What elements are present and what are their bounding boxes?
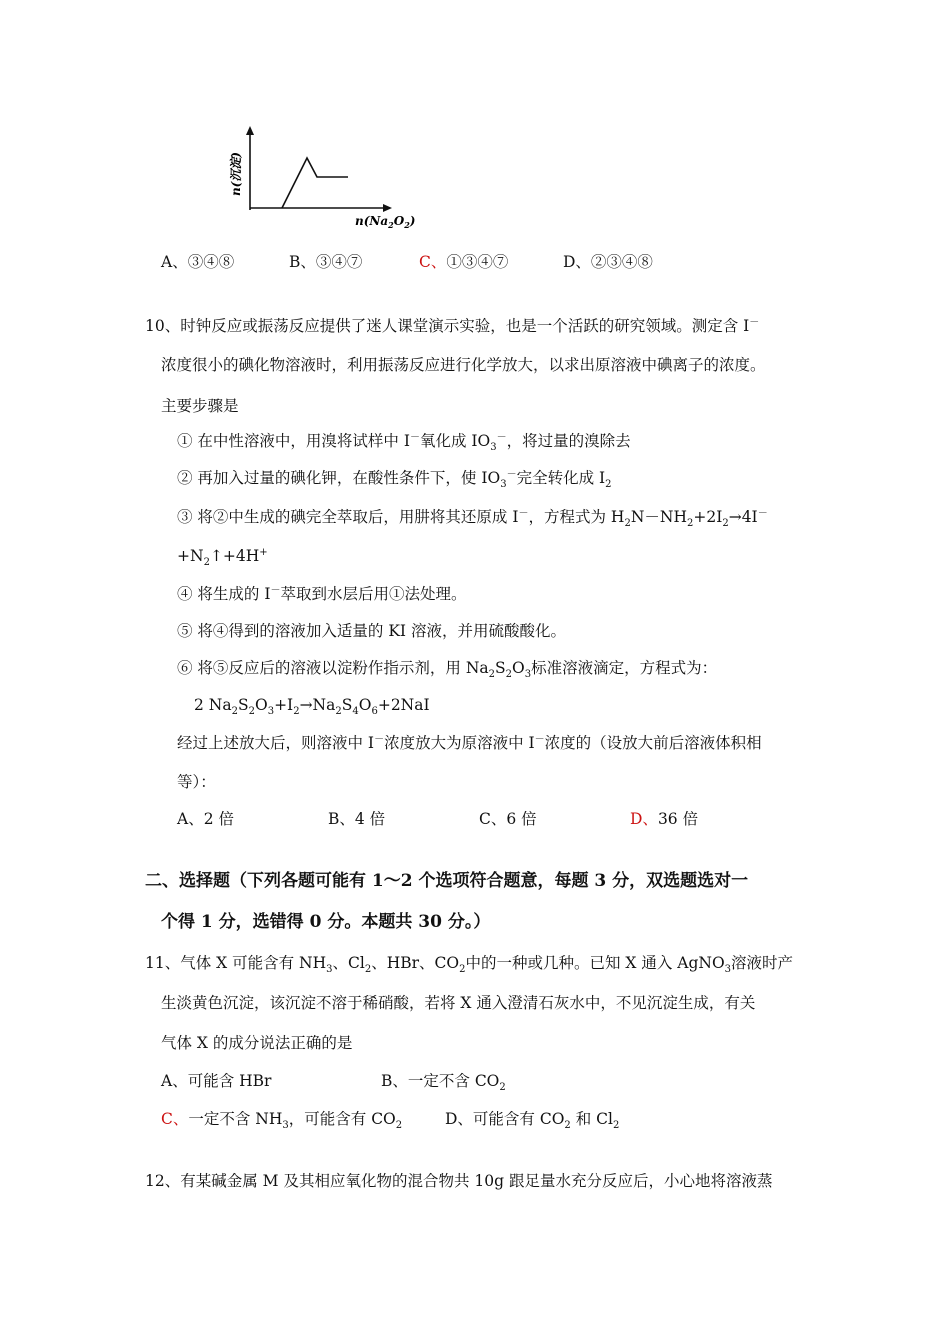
q11-option-d: D、可能含有 $CO_2$ 和 $Cl_2$ <box>445 1110 620 1132</box>
y-axis-label: n(沉淀) <box>229 151 243 197</box>
x-axis-arrow <box>383 204 392 212</box>
q10-option-d-text: 36 倍 <box>657 810 699 828</box>
section2-heading-line1: 二、选择题（下列各题可能有 1～2 个选项符合题意，每题 3 分，双选题选对一 <box>145 871 749 891</box>
q12-stem-line1: 12、有某碱金属 M 及其相应氧化物的混合物共 10g 跟足量水充分反应后，小心地将溶液蒸 <box>145 1172 773 1190</box>
q10-step3-cont: $+N_2↑+4H^+$ <box>177 546 268 569</box>
q10-step5: ⑤ 将④得到的溶液加入适量的 KI 溶液，并用硫酸酸化。 <box>177 622 566 640</box>
q9-option-a: A、③④⑧ <box>161 253 235 271</box>
q9-option-c-text: ①③④⑦ <box>446 253 509 271</box>
q9-option-d: D、②③④⑧ <box>563 253 653 271</box>
q10-option-c: C、6 倍 <box>479 810 537 828</box>
precipitate-curve <box>282 158 348 208</box>
q10-stem-line1: 10、时钟反应或振荡反应提供了迷人课堂演示实验，也是一个活跃的研究领域。测定含 I－ <box>145 316 760 335</box>
q9-answer-marker: C、 <box>419 253 447 271</box>
q10-conclusion-line2: 等）： <box>177 773 216 791</box>
section2-heading-line2: 个得 1 分，选错得 0 分。本题共 30 分。） <box>161 912 491 932</box>
precipitate-graph <box>225 122 430 234</box>
q10-step2: ② 再加入过量的碘化钾，在酸性条件下，使 $IO_3^-$完全转化成 $I_2$ <box>177 468 612 491</box>
q11-option-b: B、一定不含 $CO_2$ <box>381 1072 506 1094</box>
q10-stem-line2: 浓度很小的碘化物溶液时，利用振荡反应进行化学放大，以求出原溶液中碘离子的浓度。 <box>161 356 766 374</box>
y-axis-arrow <box>246 126 254 135</box>
q10-step3: ③ 将②中生成的碘完全萃取后，用肼将其还原成 I－，方程式为 $H_2N-NH_2+2I_2\to 4I^-$ <box>177 507 768 530</box>
q11-option-c: C、一定不含 $NH_3$，可能含有 $CO_2$ <box>161 1110 403 1132</box>
q10-stem-line3: 主要步骤是 <box>161 397 239 415</box>
q10-option-d <box>630 808 698 830</box>
q10-equation: 2 $Na_2S_2O_3+I_2\to Na_2S_4O_6+2NaI$ <box>194 696 430 718</box>
q11-stem-line1: 11、气体 X 可能含有 $NH_3$、$Cl_2$、HBr、$CO_2$中的一种或几种。已知 X 通入 AgNO$_3$溶液时产 <box>145 954 794 976</box>
q9-option-b: B、③④⑦ <box>289 253 363 271</box>
q11-stem-line3: 气体 X 的成分说法正确的是 <box>161 1034 353 1052</box>
q10-option-a: A、2 倍 <box>177 810 234 828</box>
q10-answer-marker: D、 <box>630 810 658 828</box>
q11-answer-marker: C、 <box>161 1110 189 1128</box>
q9-option-c <box>419 251 508 273</box>
q11-option-a: A、可能含 HBr <box>161 1072 272 1090</box>
x-axis-label: $n(Na_2O_2)$ <box>355 214 416 230</box>
q10-step4: ④ 将生成的 I－萃取到水层后用①法处理。 <box>177 584 467 603</box>
q10-option-b: B、4 倍 <box>328 810 386 828</box>
q11-stem-line2: 生淡黄色沉淀，该沉淀不溶于稀硝酸，若将 X 通入澄清石灰水中，不见沉淀生成，有关 <box>161 994 756 1012</box>
q10-step6: ⑥ 将⑤反应后的溶液以淀粉作指示剂，用 $Na_2S_2O_3$标准溶液滴定，方程式为： <box>177 659 718 681</box>
q10-step1: ① 在中性溶液中，用溴将试样中 I－氧化成 $IO_3^-$，将过量的溴除去 <box>177 431 631 454</box>
q10-conclusion-line1: 经过上述放大后，则溶液中 I－浓度放大为原溶液中 I－浓度的（设放大前后溶液体积相 <box>177 733 762 752</box>
